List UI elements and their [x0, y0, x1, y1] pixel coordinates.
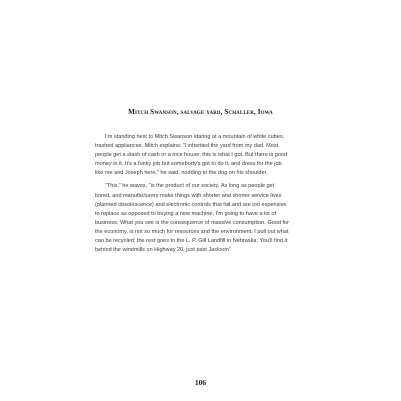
text-line: “This,” he waves, “is the product of our society. As long as people get: [105, 183, 275, 190]
text-line: the economy, is not so much for resources and the environment. I pull out what: [95, 228, 289, 235]
text-line: behind the windmills on Highway 20, just past Jackson”: [95, 247, 231, 254]
text-line: bored, and manufacturers make things with shorter and shorter service lives: [95, 192, 282, 199]
text-line: I’m standing next to Mitch Swanson staring at a mountain of white cubes,: [105, 134, 285, 140]
paragraph: [95, 182, 323, 255]
text-line: (planned obsolescence) and electronic controls that fail and are too expensive: [95, 201, 287, 208]
text-line: trashed appliances. Mitch explains: “I inherited the yard from my dad. Most: [95, 143, 279, 150]
text-line: business. What you see is the consequence of massive consumption. Good for: [95, 219, 289, 226]
page-number: 106: [194, 378, 207, 387]
text-line: to replace as opposed to buying a new machine, I’m going to have a lot of: [95, 210, 277, 217]
text-line: money in it. It’s a funky job but somebody’s got to do it, and dress for the job: [95, 161, 282, 168]
text-line: like me and Joseph here,” he said, nodding to the dog on his shoulder.: [95, 170, 268, 177]
text-line: people get a stash of cash or a nice house; this is what I got. But there is good: [95, 152, 288, 159]
section-heading: Mitch Swanson, salvage yard, Schaller, Iowa: [128, 108, 273, 116]
text-line: can be recycled; the rest goes to the L. P. Gill Landfill in Nebraska. You’ll find it: [95, 238, 288, 245]
paragraph: [95, 133, 323, 178]
body-text: [95, 133, 323, 255]
